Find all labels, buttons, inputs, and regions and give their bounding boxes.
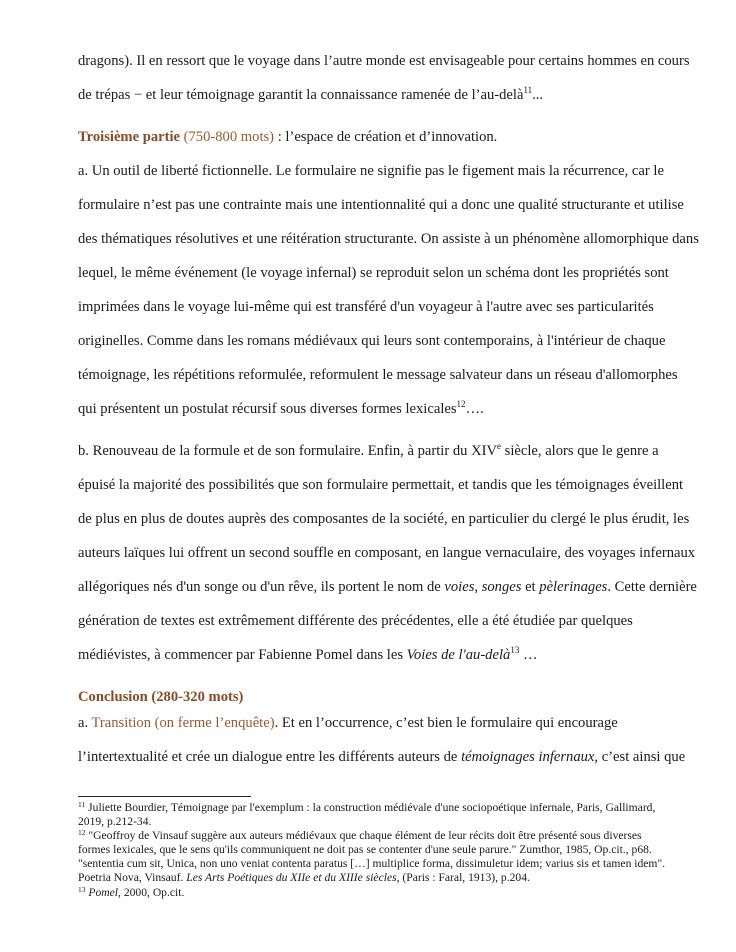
- body-text: siècle, alors que le genre a: [501, 443, 659, 459]
- body-text: a.: [78, 715, 92, 731]
- body-text: l’intertextualité et crée un dialogue entre les différents auteurs de: [78, 749, 462, 765]
- body-line: [78, 646, 538, 664]
- footnote-12: [78, 829, 642, 843]
- body-text: , c’est ainsi que: [594, 749, 686, 765]
- body-line: [78, 714, 618, 732]
- footnote-text: (Paris : Faral, 1913), p.204.: [399, 871, 530, 884]
- ellipsis: ...: [532, 87, 544, 103]
- body-line: dragons). Il en ressort que le voyage dans l’autre monde est envisageable pour certains hommes en cours: [78, 53, 690, 69]
- subsection-title: Transition (on ferme l’enquête): [91, 715, 275, 731]
- footnote-ref-12[interactable]: 12: [456, 399, 466, 409]
- body-text: qui présentent un postulat récursif sous diverses formes lexicales: [78, 401, 457, 417]
- footnote-13: [78, 886, 184, 900]
- heading-subtitle: : l’espace de création et d’innovation.: [274, 129, 498, 145]
- superscript: e: [497, 441, 502, 451]
- footnote-line: formes lexicales, que le sens qu'ils communiquent ne doit pas se contenter d'une seule parure." Zumthor, 1985, Op.cit., p68.: [78, 843, 652, 856]
- italic-term: pèlerinages: [539, 579, 608, 595]
- body-line: génération de textes est extrêmement différente des précédentes, elle a été étudiée par quelques: [78, 613, 633, 629]
- footnote-number: 13: [78, 885, 86, 894]
- body-line: épuisé la majorité des possibilités que son formulaire permettait, et tandis que les témoignages éveillent: [78, 477, 684, 493]
- body-line: [78, 442, 659, 460]
- body-text: allégoriques nés d'un songe ou d'un rêve, ils portent le nom de: [78, 579, 445, 595]
- footnote-text: Juliette Bourdier, Témoignage par l'exemplum : la construction médiévale d'une sociopoétique infernale, Paris, Gallimard,: [85, 801, 656, 814]
- footnote-line: [78, 871, 530, 885]
- body-line: des thématiques résolutives et une réitération structurante. On assiste à un phénomène allomorphique dans: [78, 231, 699, 247]
- italic-term: songes: [481, 579, 522, 595]
- body-text: . Cette dernière: [607, 579, 697, 595]
- body-line: [78, 86, 543, 104]
- footnote-text: Poetria Nova, Vinsauf.: [78, 871, 187, 884]
- section-heading-conclusion: Conclusion (280-320 mots): [78, 689, 244, 705]
- italic-term: voies: [444, 579, 475, 595]
- heading-word-count: (750-800 mots): [180, 129, 275, 145]
- body-text: b. Renouveau de la formule et de son formulaire. Enfin, à partir du XIV: [78, 443, 498, 459]
- body-line: de plus en plus de doutes auprès des composantes de la société, en particulier du clergé le plus érudit, les: [78, 511, 690, 527]
- body-line: [78, 748, 685, 766]
- italic-title: Voies de l'au-delà: [406, 647, 511, 663]
- footnote-separator: [78, 796, 251, 797]
- section-heading-part3: [78, 128, 497, 146]
- footnote-line: "sententia cum sit, Unica, non uno veniat contenta paratus […] multiplice forma, dissimuletur idem; varius sis et tamen idem".: [78, 857, 666, 870]
- footnote-ref-13[interactable]: 13: [510, 645, 520, 655]
- italic-author: Pomel: [88, 886, 119, 899]
- body-line: a. Un outil de liberté fictionnelle. Le formulaire ne signifie pas le figement mais la récurrence, car le: [78, 163, 664, 179]
- ellipsis: ….: [465, 401, 484, 417]
- footnote-text: "Geoffroy de Vinsauf suggère aux auteurs médiévaux que chaque élément de leur récits doit être présenté sous diverses: [85, 829, 642, 842]
- body-line: [78, 400, 484, 418]
- footnote-11: [78, 801, 655, 815]
- footnote-number: 11: [78, 800, 86, 809]
- footnote-line: 2019, p.212-34.: [78, 815, 152, 828]
- body-line: formulaire n’est pas une contrainte mais une intentionnalité qui a donc une qualité structurante et utilise: [78, 197, 684, 213]
- body-text: médiévistes, à commencer par Fabienne Pomel dans les: [78, 647, 407, 663]
- body-line: imprimées dans le voyage lui-même qui est transféré d'un voyageur à l'autre avec ses particularités: [78, 299, 654, 315]
- separator: ,: [474, 579, 482, 595]
- body-text: . Et en l’occurrence, c’est bien le formulaire qui encourage: [274, 715, 618, 731]
- italic-title: Les Arts Poétiques du XIIe et du XIIIe siècles,: [186, 871, 400, 884]
- ellipsis: …: [519, 647, 538, 663]
- heading-title: Troisième partie: [78, 129, 180, 145]
- footnote-ref-11[interactable]: 11: [523, 85, 533, 95]
- body-line: lequel, le même événement (le voyage infernal) se reproduit selon un schéma dont les propriétés sont: [78, 265, 669, 281]
- body-text: de trépas − et leur témoignage garantit la connaissance ramenée de l’au-delà: [78, 87, 524, 103]
- footnote-number: 12: [78, 828, 86, 837]
- footnote-text: , 2000, Op.cit.: [118, 886, 185, 899]
- body-line: originelles. Comme dans les romans médiévaux qui leurs sont contemporains, à l'intérieur de chaque: [78, 333, 666, 349]
- separator: et: [521, 579, 540, 595]
- italic-term: témoignages infernaux: [461, 749, 595, 765]
- body-line: témoignage, les répétitions reformulée, reformulent le message salvateur dans un réseau d'allomorphes: [78, 367, 678, 383]
- body-line: [78, 578, 697, 596]
- body-line: auteurs laïques lui offrent un second souffle en composant, en langue vernaculaire, des voyages infernaux: [78, 545, 696, 561]
